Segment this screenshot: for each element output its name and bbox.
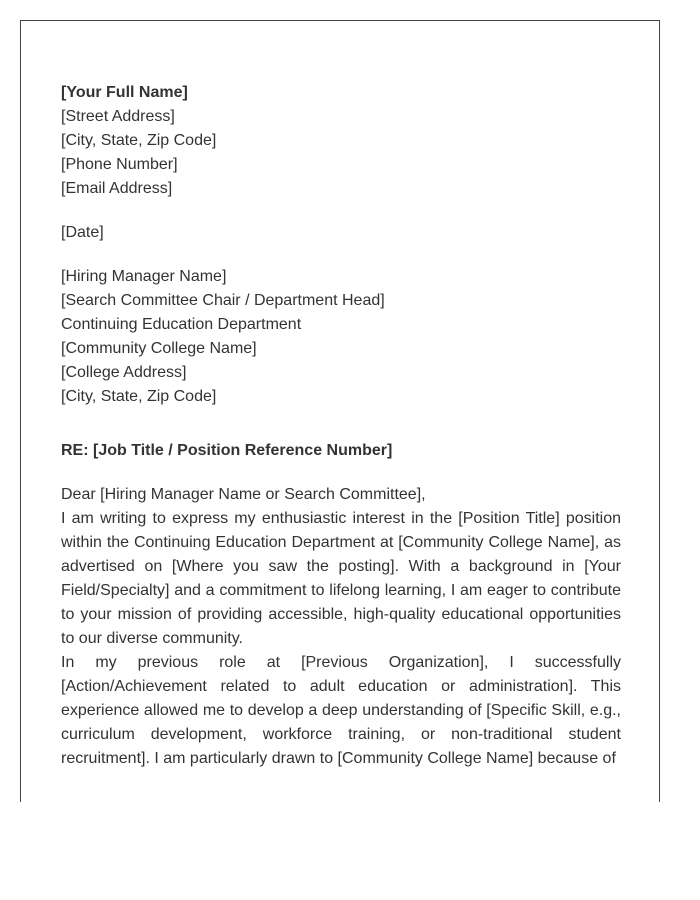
body-paragraph-1: I am writing to express my enthusiastic interest in the [Position Title] position within the Continuing Education Department at [Community College Name], as advertised on [Where you saw the posting]. With a background in [Your Field/Specialty] and a commitment to lifelong learning, I am eager to contribute to your mission of providing accessible, high-quality educational opportunities to our diverse community.	[61, 510, 621, 647]
recipient-address: [College Address]	[61, 364, 187, 381]
recipient-block	[61, 265, 621, 409]
recipient-city-state-zip: [City, State, Zip Code]	[61, 388, 217, 405]
letter-date: [Date]	[61, 224, 104, 241]
recipient-manager: [Hiring Manager Name]	[61, 268, 227, 285]
subject-line: RE: [Job Title / Position Reference Number]	[61, 442, 393, 459]
recipient-college: [Community College Name]	[61, 340, 257, 357]
sender-name: [Your Full Name]	[61, 84, 188, 101]
salutation: Dear [Hiring Manager Name or Search Committee],	[61, 486, 426, 503]
body-paragraph-2: In my previous role at [Previous Organization], I successfully [Action/Achievement related to adult education or administration]. This experience allowed me to develop a deep understanding of [Specific Skill, e.g., curriculum development, workforce training, or non-traditional student recruitment]. I am particularly drawn to [Community College Name] because of	[61, 654, 621, 767]
subject-block	[61, 439, 621, 463]
date-block	[61, 221, 621, 245]
letter-page	[20, 20, 660, 802]
sender-email: [Email Address]	[61, 180, 173, 197]
recipient-department: Continuing Education Department	[61, 316, 302, 333]
sender-block	[61, 81, 621, 201]
letter-body	[61, 81, 621, 771]
recipient-committee: [Search Committee Chair / Department Head]	[61, 292, 385, 309]
sender-city-state-zip: [City, State, Zip Code]	[61, 132, 217, 149]
sender-phone: [Phone Number]	[61, 156, 178, 173]
salutation-block	[61, 483, 621, 507]
sender-street: [Street Address]	[61, 108, 175, 125]
